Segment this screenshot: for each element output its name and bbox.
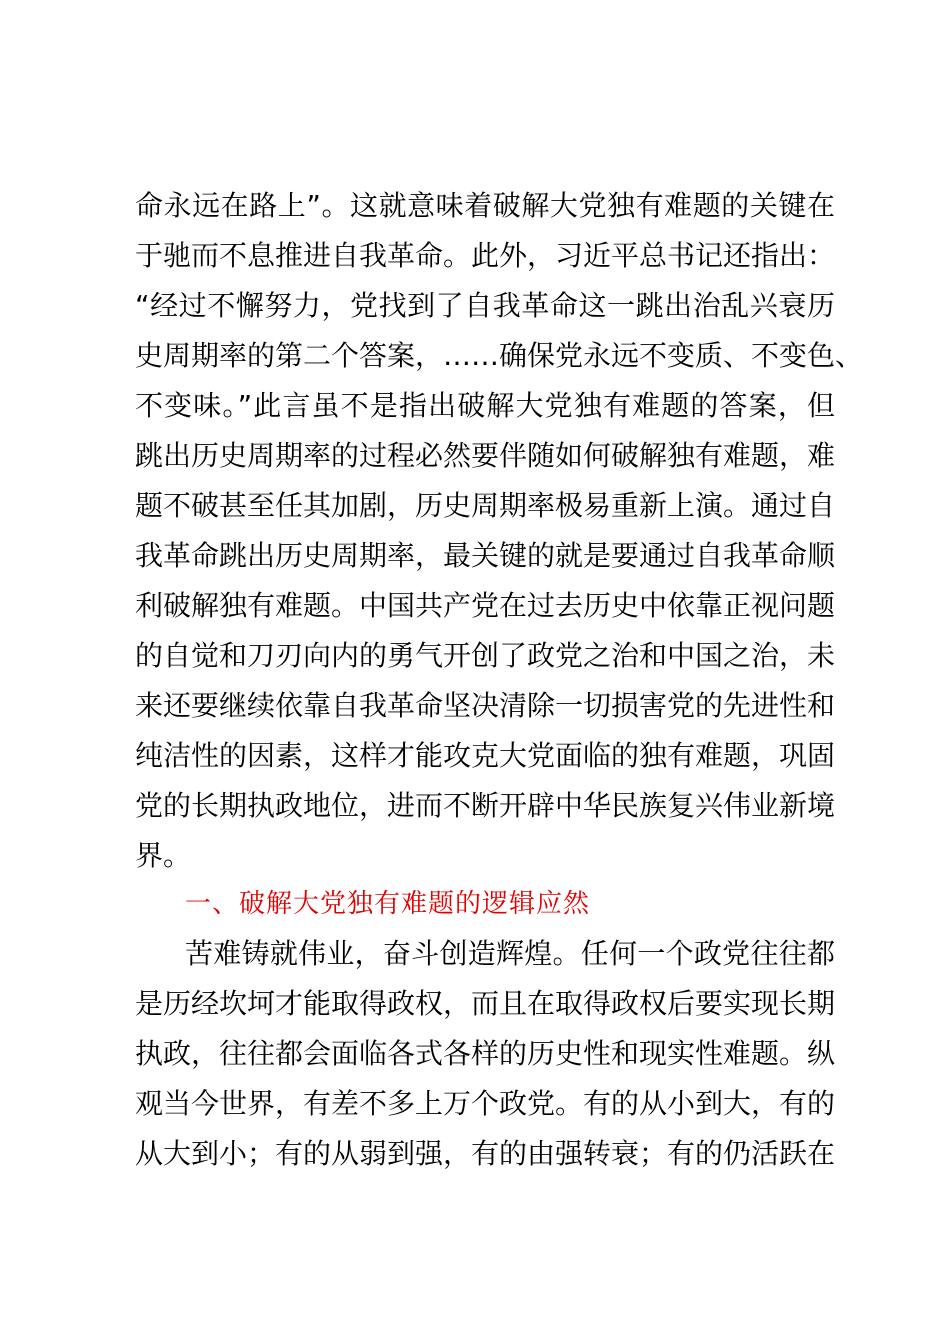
paragraph-line: “经过不懈努力，党找到了自我革命这一跳出治乱兴衰历 xyxy=(135,289,835,322)
paragraph-line: 的自觉和刀刃向内的勇气开创了政党之治和中国之治，未 xyxy=(135,639,836,672)
paragraph-line: 观当今世界，有差不多上万个政党。有的从小到大，有的 xyxy=(135,1087,836,1120)
paragraph-line: 于驰而不息推进自我革命。此外，习近平总书记还指出： xyxy=(135,239,836,272)
paragraph-line: 题不破甚至任其加剧，历史周期率极易重新上演。通过自 xyxy=(135,489,836,522)
paragraph-line: 党的长期执政地位，进而不断开辟中华民族复兴伟业新境 xyxy=(135,789,836,822)
paragraph-line: 跳出历史周期率的过程必然要伴随如何破解独有难题，难 xyxy=(135,439,836,472)
paragraph-line: 来还要继续依靠自我革命坚决清除一切损害党的先进性和 xyxy=(135,689,836,722)
paragraph-line: 是历经坎坷才能取得政权，而且在取得政权后要实现长期 xyxy=(135,987,836,1020)
paragraph-line: 命永远在路上”。这就意味着破解大党独有难题的关键在 xyxy=(135,189,835,222)
paragraph-line: 苦难铸就伟业，奋斗创造辉煌。任何一个政党往往都 xyxy=(185,937,835,970)
paragraph-line: 史周期率的第二个答案，……确保党永远不变质、不变色、 xyxy=(135,339,864,372)
paragraph-line: 界。 xyxy=(135,839,192,872)
paragraph-line: 不变味。”此言虽不是指出破解大党独有难题的答案，但 xyxy=(135,389,835,422)
paragraph-line: 利破解独有难题。中国共产党在过去历史中依靠正视问题 xyxy=(135,589,836,622)
section-heading: 一、破解大党独有难题的逻辑应然 xyxy=(185,889,591,919)
paragraph-line: 我革命跳出历史周期率，最关键的就是要通过自我革命顺 xyxy=(135,539,836,572)
paragraph-line: 执政，往往都会面临各式各样的历史性和现实性难题。纵 xyxy=(135,1037,836,1070)
paragraph-line: 从大到小；有的从弱到强，有的由强转衰；有的仍活跃在 xyxy=(135,1137,836,1170)
paragraph-line: 纯洁性的因素，这样才能攻克大党面临的独有难题，巩固 xyxy=(135,739,836,772)
